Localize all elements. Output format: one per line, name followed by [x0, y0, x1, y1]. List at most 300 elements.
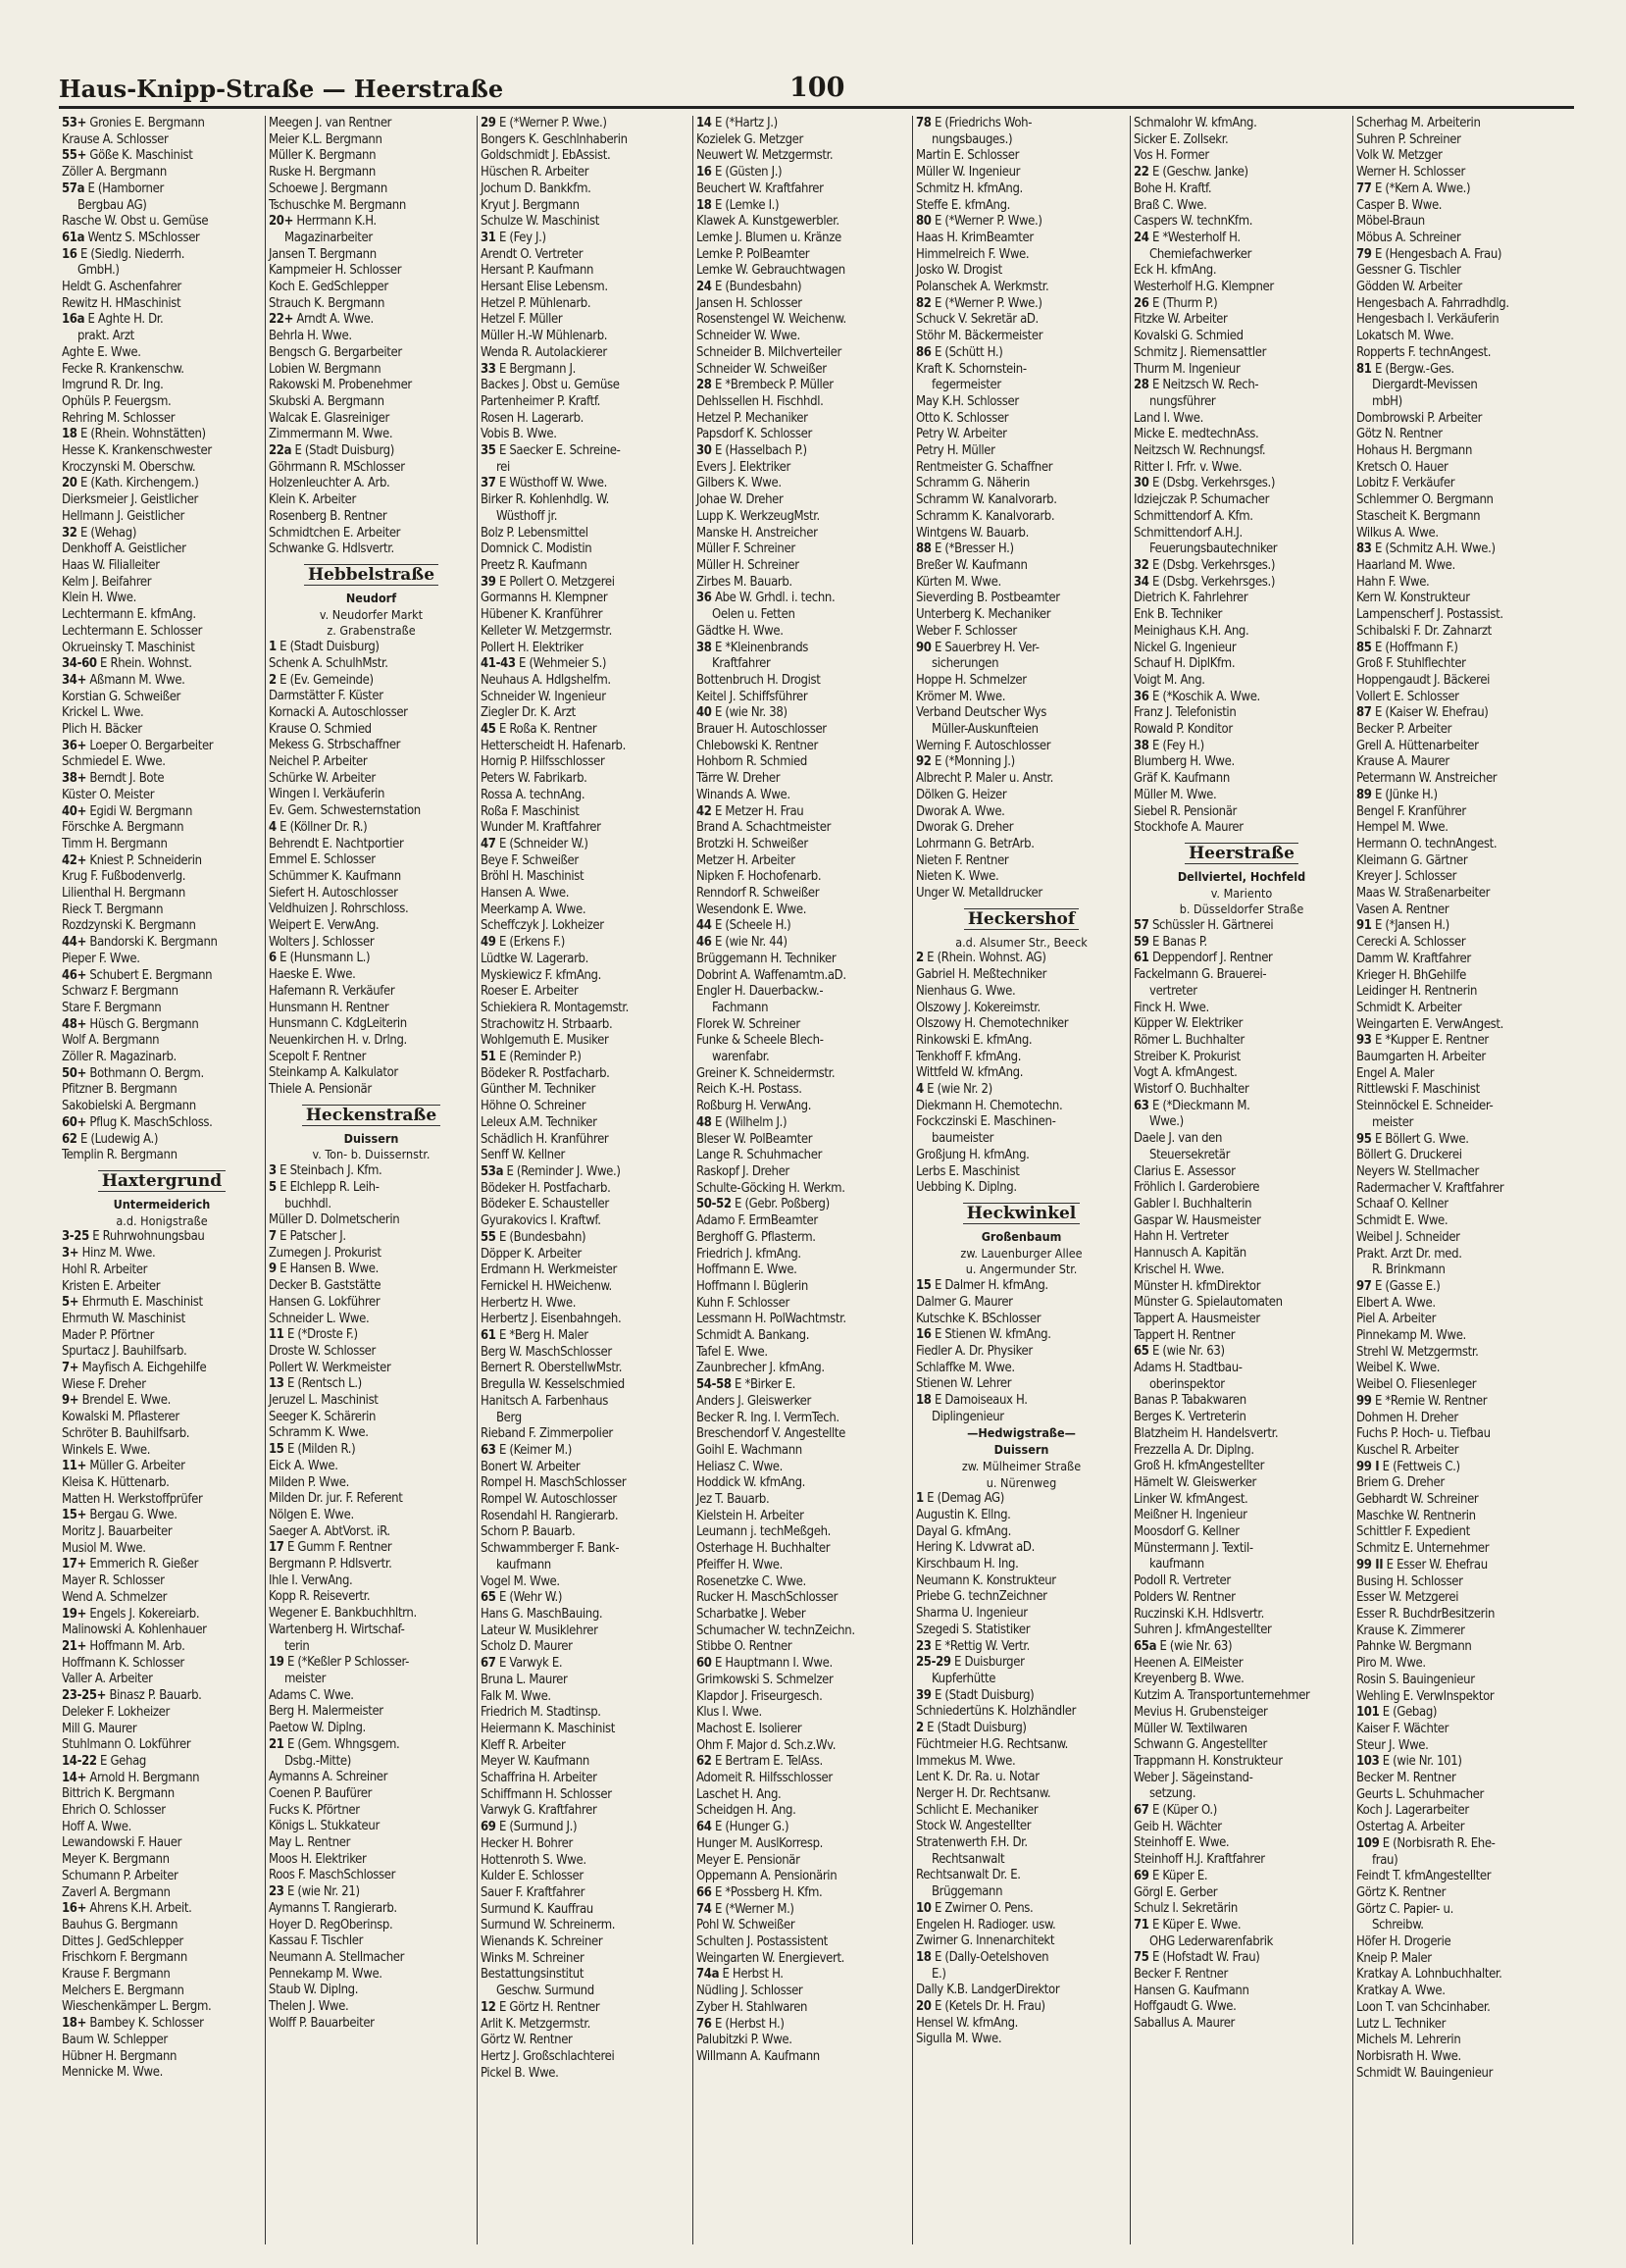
directory-entry [916, 869, 1127, 886]
entry-text: E (Schmitz A.H. Wwe.) [1374, 541, 1496, 557]
directory-entry [1134, 1065, 1349, 1082]
entry-text: Kuhn F. Schlosser [696, 1295, 789, 1311]
directory-entry [1356, 2033, 1571, 2049]
entry-text: Grimkowski S. Schmelzer [696, 1672, 834, 1687]
directory-entry [696, 1443, 909, 1460]
directory-entry [916, 263, 1127, 280]
entry-text: Willmann A. Kaufmann [696, 2048, 820, 2064]
entry-text: Schenk A. SchulhMstr. [269, 655, 388, 671]
district-label: Duissern [343, 1130, 399, 1146]
street-heading [269, 1103, 474, 1128]
entry-text: Franz J. Telefonistin [1134, 705, 1237, 721]
directory-entry [696, 312, 909, 329]
directory-entry [62, 476, 262, 492]
directory-entry [916, 362, 1127, 379]
entry-text: Hübner H. Bergmann [62, 2048, 178, 2064]
entry-text: Bongers K. Geschlnhaberin [481, 131, 628, 147]
directory-entry [696, 804, 909, 821]
directory-entry [62, 427, 262, 443]
entry-text: Wienands K. Schreiner [481, 1934, 603, 1950]
entry-text: Schniedertüns K. Holzhändler [916, 1704, 1077, 1720]
directory-entry [696, 1509, 909, 1525]
directory-entry [1134, 541, 1349, 558]
entry-text: Höfer H. Drogerie [1356, 1934, 1451, 1950]
entry-text: Bleser W. PolBeamter [696, 1131, 813, 1147]
directory-entry [1356, 1656, 1571, 1673]
entry-text: Behrendt E. Nachtportier [269, 836, 404, 851]
house-number: 82 [916, 295, 932, 311]
directory-entry [269, 738, 474, 754]
entry-text: Scheffczyk J. Lokheizer [481, 918, 604, 934]
entry-text: E (Hofstadt W. Frau) [1151, 1950, 1260, 1966]
directory-entry [481, 869, 689, 886]
directory-entry [62, 1557, 262, 1573]
entry-text: E (Fettweis C.) [1382, 1459, 1460, 1474]
directory-entry [916, 1589, 1127, 1606]
entry-text: Klein H. Wwe. [62, 591, 136, 606]
directory-entry [1356, 492, 1571, 509]
directory-entry [916, 443, 1127, 460]
house-number: 40 [696, 705, 712, 721]
entry-text: Krause A. Maurer [1356, 754, 1449, 770]
entry-text: Heiermann K. Maschinist [481, 1721, 615, 1736]
entry-text: Oppemann A. Pensionärin [696, 1869, 838, 1884]
entry-text: Kupferhütte [932, 1671, 996, 1686]
directory-entry [481, 1689, 689, 1706]
directory-entry [696, 754, 909, 771]
entry-text: Bruna L. Maurer [481, 1672, 568, 1687]
directory-entry [916, 1704, 1127, 1721]
entry-text: Steuersekretär [1149, 1147, 1231, 1162]
directory-entry [696, 1673, 909, 1689]
directory-entry [1356, 886, 1571, 902]
entry-text: Pohl W. Schweißer [696, 1918, 795, 1933]
directory-entry [1356, 509, 1571, 526]
entry-text: Schneider W. Schweißer [696, 361, 827, 377]
entry-text: Haas W. Filialleiter [62, 557, 160, 573]
street-location-note: a.d. Honigstraße [116, 1212, 208, 1228]
entry-text: Hoff A. Wwe. [62, 1819, 131, 1834]
entry-text: Esser W. Metzgerei [1356, 1590, 1459, 1606]
directory-entry [269, 984, 474, 1001]
directory-entry [481, 1984, 689, 2000]
directory-entry [62, 443, 262, 460]
directory-entry [696, 1148, 909, 1164]
entry-text: E (Gebr. Poßberg) [735, 1197, 830, 1212]
entry-text: Schmittendorf A. Kfm. [1134, 508, 1253, 524]
directory-entry [481, 1836, 689, 1853]
directory-entry [696, 641, 909, 657]
directory-entry [1356, 624, 1571, 641]
entry-text: Polders W. Rentner [1134, 1589, 1236, 1605]
directory-entry [1356, 296, 1571, 313]
entry-text: Dehlssellen H. Fischhdl. [696, 393, 824, 409]
directory-entry [62, 247, 262, 264]
house-number: 80 [916, 214, 932, 230]
entry-text: fegermeister [932, 378, 1001, 393]
directory-entry [1134, 1786, 1349, 1803]
entry-text: sicherungen [932, 656, 999, 672]
entry-text: Westerholf H.G. Klempner [1134, 280, 1274, 295]
entry-text: Kaiser F. Wächter [1356, 1721, 1449, 1736]
directory-entry [696, 1689, 909, 1706]
entry-text: Falk M. Wwe. [481, 1688, 551, 1704]
directory-entry [481, 1181, 689, 1198]
entry-text: Krause F. Bergmann [62, 1967, 171, 1983]
house-number: 99 I [1356, 1459, 1380, 1474]
directory-entry [1134, 1984, 1349, 2000]
entry-text: E (Köllner Dr. R.) [279, 819, 368, 835]
entry-text: Ophüls P. Feuergsm. [62, 393, 172, 409]
directory-entry [916, 1803, 1127, 1820]
directory-entry [269, 1425, 474, 1442]
directory-entry [1356, 1590, 1571, 1607]
directory-entry [269, 1410, 474, 1426]
street-heading [916, 1201, 1127, 1226]
entry-text: E *Berg H. Maler [498, 1328, 588, 1344]
directory-entry [481, 1574, 689, 1591]
directory-entry [62, 1722, 262, 1738]
directory-entry [696, 902, 909, 919]
entry-text: Nieten K. Wwe. [916, 869, 999, 885]
house-number: 20 [916, 1999, 932, 2015]
directory-entry [696, 1197, 909, 1213]
house-number: 9 [269, 1262, 277, 1277]
directory-entry [916, 148, 1127, 165]
entry-text: Kassau F. Tischler [269, 1933, 364, 1949]
entry-text: Schürke W. Arbeiter [269, 770, 376, 786]
directory-entry [481, 1967, 689, 1984]
directory-entry [481, 165, 689, 181]
directory-entry [696, 1984, 909, 2000]
directory-entry [481, 247, 689, 264]
house-number: 87 [1356, 705, 1372, 721]
directory-entry [1134, 804, 1349, 821]
entry-text: Hohl R. Arbeiter [62, 1262, 148, 1277]
directory-entry [1356, 918, 1571, 935]
entry-text: nungsbauges.) [932, 131, 1013, 147]
entry-text: Engler H. Dauerbackw.- [696, 984, 824, 1000]
directory-entry [696, 443, 909, 460]
entry-text: Funke & Scheele Blech- [696, 1033, 824, 1049]
house-number: 69 [481, 1820, 496, 1835]
entry-text: Schlicht E. Mechaniker [916, 1802, 1039, 1818]
directory-entry [916, 1967, 1127, 1984]
directory-entry [1356, 673, 1571, 690]
entry-text: Milden Dr. jur. F. Referent [269, 1491, 403, 1507]
entry-text: Schmidt K. Arbeiter [1356, 1000, 1462, 1015]
entry-text: Tappert H. Rentner [1134, 1327, 1236, 1343]
entry-text: Brauer H. Autoschlosser [696, 722, 827, 738]
directory-entry [1356, 1230, 1571, 1247]
directory-entry [916, 214, 1127, 231]
entry-text: E (*Werner P. Wwe.) [934, 214, 1042, 230]
directory-entry [1356, 607, 1571, 624]
entry-text: Götz N. Rentner [1356, 427, 1443, 442]
directory-entry [696, 1361, 909, 1377]
directory-entry [481, 1312, 689, 1328]
house-number: 28 [1134, 378, 1149, 393]
house-number: 30 [1134, 476, 1149, 491]
entry-text: Gilbers K. Wwe. [696, 476, 782, 491]
directory-entry [916, 558, 1127, 575]
entry-text: Strauch K. Bergmann [269, 295, 385, 311]
directory-entry [696, 1263, 909, 1279]
entry-text: Schorn P. Bauarb. [481, 1524, 576, 1540]
entry-text: E Aghte H. Dr. [87, 312, 164, 328]
house-number: 18 [696, 197, 712, 213]
house-number: 47 [481, 836, 496, 851]
directory-entry [62, 1115, 262, 1132]
directory-entry [481, 837, 689, 853]
entry-text: Egidi W. Bergmann [89, 803, 193, 819]
entry-text: Rompel W. Autoschlosser [481, 1492, 617, 1508]
directory-entry [1134, 263, 1349, 280]
entry-text: Rakowski M. Probenehmer [269, 378, 412, 393]
entry-text: E (wie Nr. 63) [1151, 1344, 1225, 1360]
directory-entry [1356, 1574, 1571, 1591]
directory-entry [269, 1737, 474, 1754]
house-number: 91 [1356, 918, 1372, 934]
entry-text: Wolters J. Schlosser [269, 934, 375, 950]
directory-entry [269, 1786, 474, 1803]
directory-entry [1134, 1344, 1349, 1361]
entry-text: Mekess G. Strbschaffner [269, 738, 401, 753]
directory-entry [916, 1016, 1127, 1033]
entry-text: Brotzki H. Schweißer [696, 836, 808, 851]
entry-text: Wilkus A. Wwe. [1356, 525, 1439, 541]
directory-entry [916, 1950, 1127, 1967]
directory-entry [696, 1001, 909, 1017]
entry-text: Krischel H. Wwe. [1134, 1262, 1225, 1277]
entry-text: Hans G. MaschBauing. [481, 1606, 603, 1622]
directory-entry [1134, 951, 1349, 967]
directory-entry [696, 1164, 909, 1181]
entry-text: Dietrich K. Fahrlehrer [1134, 591, 1248, 606]
directory-entry [1134, 820, 1349, 837]
directory-entry [269, 263, 474, 280]
entry-text: Zwirner G. Innenarchitekt [916, 1933, 1055, 1949]
directory-entry [1356, 1099, 1571, 1115]
entry-text: Senff W. Kellner [481, 1148, 566, 1163]
entry-text: Hellmann J. Geistlicher [62, 508, 184, 524]
directory-entry [696, 116, 909, 132]
directory-entry [1134, 1623, 1349, 1639]
house-number: 34+ [62, 672, 87, 688]
directory-entry [696, 362, 909, 379]
house-number: 51 [481, 1050, 496, 1065]
directory-entry [696, 1902, 909, 1919]
directory-entry [269, 1704, 474, 1721]
entry-text: Linker W. kfmAngest. [1134, 1491, 1248, 1507]
entry-text: Müller H. Schreiner [696, 557, 799, 573]
entry-text: Tärre W. Dreher [696, 771, 781, 787]
directory-entry [481, 1869, 689, 1885]
directory-entry [1356, 2049, 1571, 2066]
directory-entry [62, 214, 262, 231]
entry-text: Damm W. Kraftfahrer [1356, 951, 1471, 966]
directory-entry [696, 739, 909, 755]
entry-text: Scepolt F. Rentner [269, 1049, 367, 1064]
directory-entry [269, 1180, 474, 1197]
entry-text: Lateur W. Musiklehrer [481, 1623, 598, 1638]
directory-entry [62, 1066, 262, 1083]
house-number: 48+ [62, 1016, 87, 1032]
directory-entry [696, 1541, 909, 1558]
directory-entry [1134, 460, 1349, 477]
entry-text: Schiekiera R. Montagemstr. [481, 1000, 630, 1015]
directory-entry [62, 771, 262, 788]
directory-entry [1356, 984, 1571, 1001]
directory-entry [1134, 476, 1349, 492]
directory-entry [696, 984, 909, 1001]
entry-text: Kowalski M. Pflasterer [62, 1410, 179, 1425]
entry-text: Myskiewicz F. kfmAng. [481, 967, 601, 983]
directory-entry [1134, 427, 1349, 443]
directory-entry [269, 1819, 474, 1835]
entry-text: Zöller A. Bergmann [62, 165, 167, 180]
directory-entry [696, 952, 909, 968]
directory-entry [269, 362, 474, 379]
directory-entry [269, 1868, 474, 1884]
directory-entry [696, 1279, 909, 1296]
directory-entry [481, 296, 689, 313]
directory-entry [696, 1836, 909, 1853]
entry-text: Bröhl H. Maschinist [481, 869, 584, 885]
entry-text: Volk W. Metzger [1356, 148, 1443, 164]
entry-text: Keitel J. Schiffsführer [696, 689, 808, 704]
directory-entry [62, 1033, 262, 1050]
directory-entry [62, 1229, 262, 1246]
directory-entry [269, 345, 474, 362]
entry-text: Gabriel H. Meßtechniker [916, 967, 1047, 983]
house-number: 18 [62, 427, 77, 442]
directory-entry [62, 886, 262, 902]
entry-text: Weibel J. Schneider [1356, 1229, 1460, 1245]
entry-text: Kneip P. Maler [1356, 1950, 1432, 1966]
directory-entry [481, 1590, 689, 1607]
directory-entry [481, 148, 689, 165]
directory-entry [62, 1918, 262, 1934]
entry-text: Bauhus G. Bergmann [62, 1917, 178, 1933]
entry-text: Mevius H. Grubensteiger [1134, 1704, 1268, 1720]
entry-text: E (*Bresser H.) [934, 541, 1014, 557]
directory-entry [916, 1491, 1127, 1508]
entry-text: Vobis B. Wwe. [481, 427, 557, 442]
entry-text: Schmidt W. Bauingenieur [1356, 2065, 1494, 2081]
entry-text: Unterberg K. Mechaniker [916, 607, 1051, 623]
entry-text: Neitzsch W. Rechnungsf. [1134, 443, 1266, 459]
column-5 [913, 116, 1131, 2244]
entry-text: Rechtsanwalt [932, 1851, 1005, 1867]
house-number: 57a [62, 180, 85, 196]
directory-entry [916, 1312, 1127, 1328]
directory-entry [1134, 1918, 1349, 1934]
entry-text: Maschke W. Rentnerin [1356, 1508, 1476, 1523]
directory-entry [1356, 754, 1571, 771]
directory-entry [1356, 1460, 1571, 1476]
house-number: 31 [481, 230, 496, 245]
entry-text: E (Bundesbahn) [714, 280, 802, 295]
entry-text: Radermacher V. Kraftfahrer [1356, 1180, 1504, 1196]
entry-text: Briem G. Dreher [1356, 1475, 1445, 1491]
entry-text: Rosin S. Bauingenieur [1356, 1672, 1475, 1687]
directory-entry [481, 1885, 689, 1902]
house-number: 46 [696, 935, 712, 951]
house-number: 25-29 [916, 1655, 951, 1671]
entry-text: Siefert H. Autoschlosser [269, 885, 398, 901]
directory-entry [481, 1115, 689, 1132]
entry-text: Engel A. Maler [1356, 1065, 1435, 1081]
directory-entry [62, 460, 262, 477]
directory-entry [1356, 443, 1571, 460]
directory-entry [1134, 1672, 1349, 1688]
directory-entry [481, 1541, 689, 1558]
entry-text: Schaaf O. Kellner [1356, 1197, 1448, 1212]
directory-entry [1356, 1247, 1571, 1263]
directory-entry [62, 1999, 262, 2016]
entry-text: Kraft K. Schornstein- [916, 361, 1027, 377]
house-number: 79 [1356, 246, 1372, 262]
entry-text: E Varwyk E. [498, 1656, 563, 1672]
directory-entry [1134, 165, 1349, 181]
directory-entry [696, 1754, 909, 1771]
directory-entry [481, 263, 689, 280]
directory-entry [916, 181, 1127, 198]
directory-entry [916, 656, 1127, 673]
entry-text: Lewandowski F. Hauer [62, 1835, 182, 1851]
entry-text: Müller F. Schreiner [696, 541, 795, 557]
directory-entry [269, 1770, 474, 1786]
entry-text: Albrecht P. Maler u. Anstr. [916, 771, 1054, 787]
directory-entry [1134, 1607, 1349, 1624]
directory-entry [696, 1115, 909, 1132]
street-name: Heckenstraße [302, 1105, 440, 1126]
entry-text: Rittlewski F. Maschinist [1356, 1082, 1480, 1098]
directory-entry [696, 1607, 909, 1624]
entry-text: E (Hoffmann F.) [1374, 640, 1458, 655]
entry-text: Rieck T. Bergmann [62, 902, 164, 917]
directory-entry [1134, 1508, 1349, 1524]
entry-text: Hersant Elise Lebensm. [481, 280, 608, 295]
directory-entry [1356, 541, 1571, 558]
entry-text: Braß C. Wwe. [1134, 197, 1207, 213]
entry-text: Abe W. Grhdl. i. techn. [714, 591, 836, 606]
entry-text: Korstian G. Schweißer [62, 689, 180, 704]
entry-text: Lechtermann E. Schlosser [62, 623, 203, 639]
directory-entry [481, 1279, 689, 1296]
house-number: 30 [696, 443, 712, 459]
directory-entry [481, 1771, 689, 1787]
entry-text: E Dalmer H. kfmAng. [934, 1278, 1048, 1294]
entry-text: Land I. Wwe. [1134, 410, 1203, 426]
directory-entry [1356, 165, 1571, 181]
directory-entry [1134, 1099, 1349, 1115]
directory-entry [62, 1672, 262, 1688]
entry-text: Wittfeld W. kfmAng. [916, 1065, 1024, 1081]
directory-entry [1134, 1001, 1349, 1017]
entry-text: Hansen A. Wwe. [481, 886, 570, 902]
entry-text: E Küper E. [1151, 1868, 1208, 1883]
directory-entry [481, 280, 689, 296]
entry-text: Hornig P. Hilfsschlosser [481, 754, 605, 770]
entry-text: Neuwert W. Metzgermstr. [696, 148, 834, 164]
directory-entry [62, 641, 262, 657]
directory-entry [1134, 575, 1349, 592]
street-heading [1134, 841, 1349, 866]
directory-entry [62, 1967, 262, 1984]
entry-text: Schmalohr W. kfmAng. [1134, 116, 1257, 130]
